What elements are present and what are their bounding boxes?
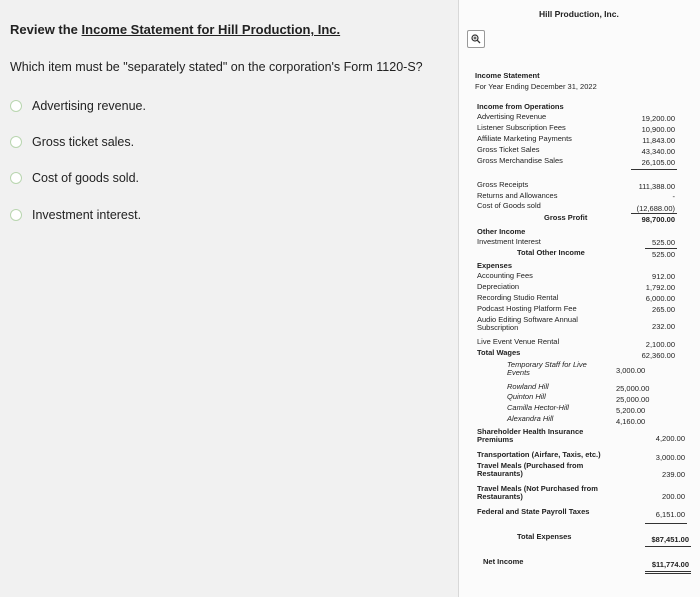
company-name: Hill Production, Inc. — [539, 9, 619, 19]
expense-amount: 6,151.00 — [655, 510, 685, 519]
cogs-label: Cost of Goods sold — [477, 201, 541, 210]
subtotal-rule — [645, 248, 677, 249]
ops-heading: Income from Operations — [477, 102, 564, 111]
total-other-income-label: Total Other Income — [517, 248, 585, 257]
option-investment-interest[interactable] — [10, 208, 141, 222]
line-label: Gross Ticket Sales — [477, 145, 540, 154]
option-label: Gross ticket sales. — [32, 135, 135, 149]
gross-receipts-label: Gross Receipts — [477, 180, 529, 189]
radio-button[interactable] — [10, 100, 22, 112]
line-label: Gross Merchandise Sales — [477, 156, 563, 165]
gross-profit-label: Gross Profit — [544, 213, 588, 222]
net-income-label: Net Income — [483, 557, 524, 566]
title-prefix: Review the — [10, 22, 82, 37]
total-wages-label: Total Wages — [477, 348, 521, 357]
line-amount: 11,843.00 — [642, 136, 675, 145]
question-title — [10, 22, 340, 37]
total-expenses-amount: $87,451.00 — [651, 535, 689, 544]
wage-label: Temporary Staff for Live Events — [507, 360, 587, 377]
expense-label: Accounting Fees — [477, 271, 533, 280]
expense-label: Transportation (Airfare, Taxis, etc.) — [477, 450, 601, 459]
expenses-heading: Expenses — [477, 261, 513, 270]
wage-amount: 25,000.00 — [616, 384, 650, 393]
expense-label: Shareholder Health Insurance Premiums — [477, 427, 584, 444]
expense-label: Depreciation — [477, 282, 520, 291]
expense-label: Travel Meals (Purchased from Restaurants) — [477, 461, 584, 478]
other-income-heading: Other Income — [477, 227, 526, 236]
line-label: Affiliate Marketing Payments — [477, 134, 572, 143]
wage-label: Rowland Hill — [507, 382, 549, 391]
option-label: Investment interest. — [32, 208, 142, 222]
line-amount: 43,340.00 — [641, 147, 675, 156]
line-label: Advertising Revenue — [477, 112, 547, 121]
radio-button[interactable] — [10, 172, 22, 184]
option-label: Cost of goods sold. — [32, 171, 140, 185]
total-expenses-label: Total Expenses — [517, 532, 572, 541]
statement-subtitle: For Year Ending December 31, 2022 — [475, 82, 597, 91]
wage-amount: 5,200.00 — [616, 406, 646, 415]
returns-amount: - — [672, 192, 675, 201]
expense-label: Podcast Hosting Platform Fee — [477, 304, 577, 313]
wage-label: Camilla Hector-Hill — [507, 403, 569, 412]
expense-amount: 1,792.00 — [645, 283, 675, 292]
question-text: Which item must be "separately stated" on the corporation's Form 1120-S? — [10, 60, 423, 74]
wage-amount: 4,160.00 — [616, 417, 646, 426]
expense-label: Federal and State Payroll Taxes — [477, 507, 590, 516]
line-amount: 26,105.00 — [641, 158, 675, 167]
option-gross-ticket-sales[interactable] — [10, 135, 134, 149]
wage-amount: 3,000.00 — [616, 366, 646, 375]
expense-label: Travel Meals (Not Purchased from Restaurants) — [477, 484, 598, 501]
subtotal-rule — [645, 523, 687, 524]
expense-amount: 6,000.00 — [645, 294, 675, 303]
income-statement-link[interactable]: Income Statement for Hill Production, Inc. — [81, 22, 341, 37]
radio-button[interactable] — [10, 209, 22, 221]
radio-button[interactable] — [10, 136, 22, 148]
wage-amount: 25,000.00 — [616, 395, 650, 404]
expense-label: Recording Studio Rental — [477, 293, 559, 302]
zoom-in-icon[interactable] — [467, 30, 485, 48]
gross-receipts-amount: 111,388.00 — [638, 182, 675, 191]
line-amount: 19,200.00 — [641, 114, 675, 123]
subtotal-rule — [631, 169, 677, 170]
investment-interest-amount: 525.00 — [652, 238, 675, 247]
expense-label: Live Event Venue Rental — [477, 337, 560, 346]
statement-title: Income Statement — [475, 71, 540, 80]
line-label: Listener Subscription Fees — [477, 123, 566, 132]
net-income-amount: $11,774.00 — [651, 560, 689, 569]
option-cost-of-goods-sold[interactable] — [10, 171, 139, 185]
total-rule — [645, 546, 691, 547]
expense-amount: 912.00 — [652, 272, 675, 281]
investment-interest-label: Investment Interest — [477, 237, 541, 246]
net-income-double-rule — [645, 571, 691, 574]
gross-profit-amount: 98,700.00 — [641, 215, 675, 224]
expense-amount: 200.00 — [662, 492, 685, 501]
expense-amount: 4,200.00 — [655, 434, 685, 443]
wage-label: Alexandra Hill — [507, 414, 554, 423]
wage-label: Quinton Hill — [507, 392, 546, 401]
subtotal-rule — [631, 213, 677, 214]
expense-amount: 239.00 — [662, 470, 685, 479]
expense-amount: 232.00 — [652, 322, 675, 331]
line-amount: 10,900.00 — [641, 125, 675, 134]
income-statement-panel — [458, 0, 700, 597]
total-wages-amount: 62,360.00 — [641, 351, 675, 360]
option-label: Advertising revenue. — [32, 99, 146, 113]
cogs-amount: (12,688.00) — [636, 204, 675, 213]
expense-amount: 265.00 — [652, 305, 675, 314]
expense-label: Audio Editing Software Annual Subscription — [477, 315, 578, 332]
returns-label: Returns and Allowances — [477, 191, 558, 200]
expense-amount: 2,100.00 — [645, 340, 675, 349]
expense-amount: 3,000.00 — [655, 453, 685, 462]
total-other-income-amount: 525.00 — [652, 250, 675, 259]
option-advertising-revenue[interactable] — [10, 99, 146, 113]
